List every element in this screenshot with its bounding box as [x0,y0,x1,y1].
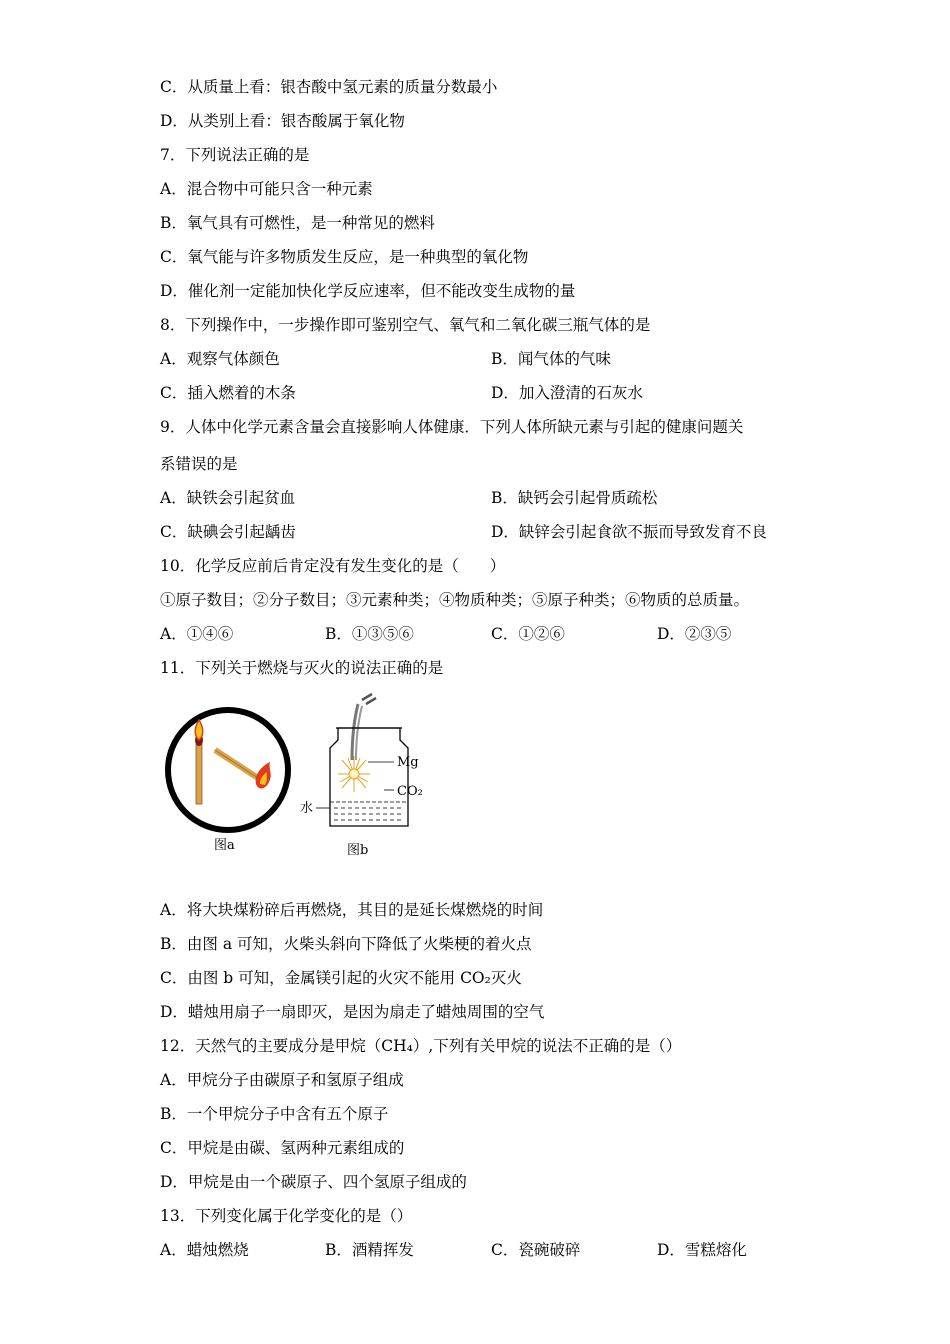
q10-stem: 10．化学反应前后肯定没有发生变化的是（ ） [160,557,506,575]
q13-option-c: C．瓷碗破碎 [491,1241,581,1259]
label-co2: CO₂ [397,784,423,799]
q10-option-a: A．①④⑥ [160,625,234,643]
q12-option-a: A．甲烷分子由碳原子和氢原子组成 [160,1071,404,1089]
label-mg: Mg [397,755,419,770]
q12-option-c: C．甲烷是由碳、氢两种元素组成的 [160,1139,405,1157]
q11-stem: 11．下列关于燃烧与灭火的说法正确的是 [160,659,444,677]
q9-option-a: A．缺铁会引起贫血 [160,489,296,507]
q8-option-d: D．加入澄清的石灰水 [491,384,643,402]
figure-a-caption: 图a [214,838,235,853]
q10-items: ①原子数目；②分子数目；③元素种类；④物质种类；⑤原子种类；⑥物质的总质量。 [160,591,750,609]
q10-option-c: C．①②⑥ [491,625,565,643]
q6-option-c: C．从质量上看：银杏酸中氢元素的质量分数最小 [160,78,498,96]
q9-stem-line1: 9．人体中化学元素含量会直接影响人体健康．下列人体所缺元素与引起的健康问题关 [160,418,744,436]
q9-option-c: C．缺碘会引起龋齿 [160,523,296,541]
q11-option-d: D．蜡烛用扇子一扇即灭，是因为扇走了蜡烛周围的空气 [160,1003,545,1021]
q9-option-b: B．缺钙会引起骨质疏松 [491,489,658,507]
q7-stem: 7．下列说法正确的是 [160,146,310,164]
q6-option-d: D．从类别上看：银杏酸属于氧化物 [160,112,405,130]
q11-option-c: C．由图 b 可知，金属镁引起的火灾不能用 CO₂灭火 [160,969,522,987]
q7-option-b: B．氧气具有可燃性，是一种常见的燃料 [160,214,435,232]
q8-option-a: A．观察气体颜色 [160,350,280,368]
q9-stem-line2: 系错误的是 [160,455,238,473]
q12-option-b: B．一个甲烷分子中含有五个原子 [160,1105,389,1123]
q9-option-d: D．缺锌会引起食欲不振而导致发育不良 [491,523,767,541]
q13-option-d: D．雪糕熔化 [657,1241,747,1259]
q8-option-c: C．插入燃着的木条 [160,384,296,402]
q13-stem: 13．下列变化属于化学变化的是（） [160,1207,413,1225]
q8-option-b: B．闻气体的气味 [491,350,611,368]
q10-option-b: B．①③⑤⑥ [325,625,414,643]
q12-option-d: D．甲烷是由一个碳原子、四个氢原子组成的 [160,1173,467,1191]
q13-option-a: A．蜡烛燃烧 [160,1241,249,1259]
q7-option-a: A．混合物中可能只含一种元素 [160,180,373,198]
figure-b-caption: 图b [347,843,369,858]
q11-option-a: A．将大块煤粉碎后再燃烧，其目的是延长煤燃烧的时间 [160,901,544,919]
q11-option-b: B．由图 a 可知，火柴头斜向下降低了火柴梗的着火点 [160,935,532,953]
q13-option-b: B．酒精挥发 [325,1241,414,1259]
q8-stem: 8．下列操作中，一步操作即可鉴别空气、氧气和二氧化碳三瓶气体的是 [160,316,651,334]
figure-a-matches [160,700,300,840]
q12-stem: 12．天然气的主要成分是甲烷（CH₄）,下列有关甲烷的说法不正确的是（） [160,1037,682,1055]
q7-option-c: C．氧气能与许多物质发生反应，是一种典型的氧化物 [160,248,529,266]
q10-option-d: D．②③⑤ [657,625,732,643]
q7-option-d: D．催化剂一定能加快化学反应速率，但不能改变生成物的量 [160,282,576,300]
label-water: 水 [300,801,314,816]
